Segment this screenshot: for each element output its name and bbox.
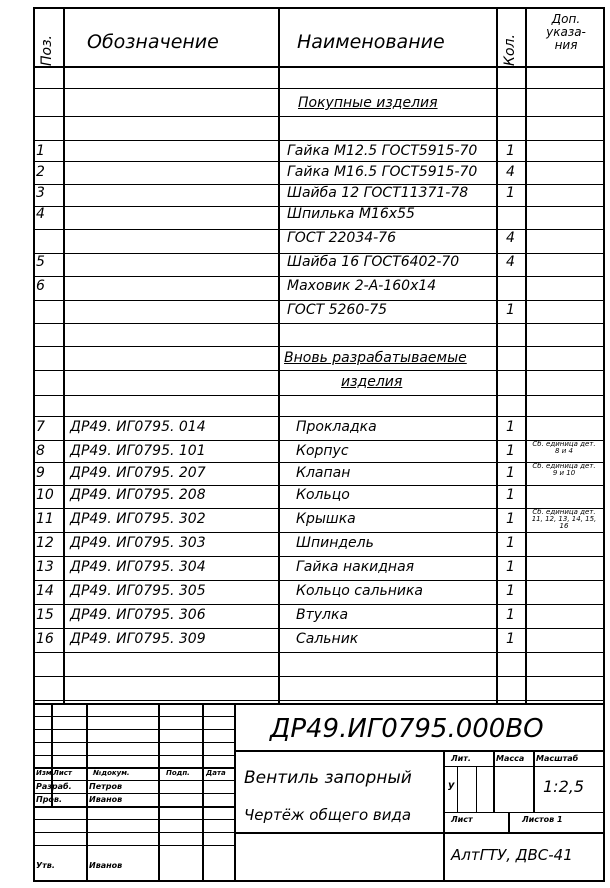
row-pos: 11 <box>36 511 54 527</box>
row-qty: 1 <box>506 559 515 575</box>
row-pos: 15 <box>36 607 54 623</box>
grid-line <box>34 300 604 301</box>
row-qty: 1 <box>506 535 515 551</box>
tb-line <box>508 812 510 832</box>
row-qty: 1 <box>506 487 515 503</box>
col-header-extra <box>533 13 599 52</box>
grid-line <box>34 116 604 117</box>
row-name: Гайка М16.5 ГОСТ5915-70 <box>287 164 478 180</box>
col-header-extra-l1: Доп. <box>551 12 581 26</box>
row-pos: 12 <box>36 535 54 551</box>
grid-line <box>34 229 604 230</box>
tb-line <box>34 806 234 808</box>
sig-header-sign: Подп. <box>166 769 190 777</box>
lit-label: Лит. <box>451 754 471 763</box>
grid-line <box>34 676 604 677</box>
row-name: Шпиндель <box>296 535 374 551</box>
role-approver: Утв. <box>36 861 55 870</box>
tb-line <box>234 832 604 834</box>
tb-line <box>202 703 204 881</box>
document-code: ДР49.ИГ0795.000ВО <box>270 714 544 744</box>
row-qty: 1 <box>506 143 515 159</box>
row-name: ГОСТ 22034-76 <box>287 230 396 246</box>
col-header-extra-l3: ния <box>554 38 578 52</box>
row-pos: 1 <box>36 143 45 159</box>
grid-line <box>34 532 604 533</box>
row-pos: 3 <box>36 185 45 201</box>
row-pos: 9 <box>36 465 45 481</box>
row-designation: ДР49. ИГ0795. 207 <box>70 465 206 481</box>
tb-line <box>34 742 234 743</box>
grid-line <box>34 440 604 441</box>
grid-line <box>34 370 604 371</box>
tb-line <box>34 767 234 769</box>
row-designation: ДР49. ИГ0795. 305 <box>70 583 206 599</box>
row-pos: 16 <box>36 631 54 647</box>
name-developer: Петров <box>89 782 123 791</box>
grid-line <box>34 66 604 68</box>
row-qty: 1 <box>506 465 515 481</box>
row-qty: 1 <box>506 511 515 527</box>
tb-line <box>457 766 458 812</box>
grid-line <box>34 140 604 141</box>
row-qty: 1 <box>506 185 515 201</box>
row-name: Кольцо сальника <box>296 583 424 599</box>
row-name: Крышка <box>296 511 356 527</box>
tb-line <box>51 703 53 806</box>
row-name: ГОСТ 5260-75 <box>287 302 388 318</box>
row-pos: 4 <box>36 206 45 222</box>
row-name: Гайка М12.5 ГОСТ5915-70 <box>287 143 478 159</box>
row-qty: 1 <box>506 631 515 647</box>
row-pos: 6 <box>36 278 45 294</box>
row-qty: 1 <box>506 443 515 459</box>
grid-line <box>496 8 498 705</box>
row-name: Кольцо <box>296 487 350 503</box>
row-designation: ДР49. ИГ0795. 309 <box>70 631 206 647</box>
row-name: Маховик 2-А-160х14 <box>287 278 437 294</box>
row-designation: ДР49. ИГ0795. 306 <box>70 607 206 623</box>
tb-line <box>158 703 160 881</box>
tb-line <box>34 832 234 833</box>
name-checker: Иванов <box>89 795 123 804</box>
grid-line <box>34 346 604 347</box>
col-header-designation: Обозначение <box>87 31 219 53</box>
row-qty: 1 <box>506 302 515 318</box>
col-header-extra-l2: указа- <box>546 25 586 39</box>
role-developer: Разраб. <box>36 782 72 791</box>
scale-value: 1:2,5 <box>543 777 585 796</box>
row-qty: 1 <box>506 583 515 599</box>
row-qty: 4 <box>506 254 515 270</box>
row-designation: ДР49. ИГ0795. 101 <box>70 443 206 459</box>
row-name: Шайба 12 ГОСТ11371-78 <box>287 185 469 201</box>
tb-line <box>34 703 604 705</box>
grid-line <box>34 184 604 185</box>
row-pos: 14 <box>36 583 54 599</box>
tb-line <box>476 766 477 812</box>
tb-line <box>443 812 604 813</box>
row-note: Сб. единица дет. 11, 12, 13, 14, 15, 16 <box>531 508 597 530</box>
grid-line <box>278 8 280 705</box>
section-new-line1: Вновь разрабатываемые <box>284 350 467 366</box>
grid-line <box>34 253 604 254</box>
grid-line <box>34 416 604 417</box>
col-header-name: Наименование <box>297 31 445 53</box>
row-name: Прокладка <box>296 419 377 435</box>
grid-line <box>34 462 604 463</box>
tb-line <box>86 806 88 881</box>
row-note: Сб. единица дет. 8 и 4 <box>532 440 596 455</box>
scale-label: Масштаб <box>536 754 579 763</box>
tb-line <box>34 755 234 756</box>
grid-line <box>34 628 604 629</box>
row-qty: 4 <box>506 164 515 180</box>
row-pos: 2 <box>36 164 45 180</box>
grid-line <box>34 323 604 324</box>
grid-line <box>63 8 65 705</box>
row-designation: ДР49. ИГ0795. 302 <box>70 511 206 527</box>
grid-line <box>34 580 604 581</box>
row-name: Шпилька М16х55 <box>287 206 415 222</box>
col-header-qty: Кол. <box>502 34 518 66</box>
grid-line <box>34 556 604 557</box>
document-type: Чертёж общего вида <box>244 806 412 824</box>
row-pos: 8 <box>36 443 45 459</box>
row-pos: 5 <box>36 254 45 270</box>
grid-line <box>34 161 604 162</box>
row-name: Гайка накидная <box>296 559 415 575</box>
product-name: Вентиль запорный <box>244 768 412 788</box>
sig-header-change: Изм <box>36 769 52 777</box>
row-designation: ДР49. ИГ0795. 303 <box>70 535 206 551</box>
tb-line <box>34 780 234 781</box>
tb-line <box>86 703 88 806</box>
tb-line <box>34 729 234 730</box>
tb-line <box>234 750 604 752</box>
row-note: Сб. единица дет. 9 и 10 <box>532 462 596 477</box>
row-qty: 1 <box>506 419 515 435</box>
grid-line <box>34 395 604 396</box>
section-purchased: Покупные изделия <box>298 95 438 111</box>
row-name: Сальник <box>296 631 359 647</box>
role-checker: Пров. <box>36 795 63 804</box>
grid-line <box>525 8 527 705</box>
section-new-line2: изделия <box>341 374 403 390</box>
name-approver: Иванов <box>89 861 123 870</box>
row-name: Корпус <box>296 443 349 459</box>
organization: АлтГТУ, ДВС-41 <box>451 846 573 864</box>
sheet-label: Лист <box>451 815 473 824</box>
tb-line <box>493 750 495 812</box>
sig-header-sheet: Лист <box>53 769 72 777</box>
row-designation: ДР49. ИГ0795. 208 <box>70 487 206 503</box>
grid-line <box>34 508 604 509</box>
tb-line <box>443 750 445 881</box>
sig-header-docnum: №докум. <box>93 769 130 777</box>
tb-line <box>34 793 234 794</box>
grid-line <box>34 206 604 207</box>
mass-label: Масса <box>496 754 525 763</box>
grid-line <box>34 604 604 605</box>
row-designation: ДР49. ИГ0795. 304 <box>70 559 206 575</box>
tb-line <box>533 750 535 812</box>
grid-line <box>34 88 604 89</box>
grid-line <box>34 700 604 701</box>
row-qty: 1 <box>506 607 515 623</box>
row-designation: ДР49. ИГ0795. 014 <box>70 419 206 435</box>
grid-line <box>34 276 604 277</box>
grid-line <box>34 652 604 653</box>
row-pos: 7 <box>36 419 45 435</box>
sheets-label: Листов 1 <box>522 815 563 824</box>
row-pos: 13 <box>36 559 54 575</box>
grid-line <box>34 485 604 486</box>
row-name: Клапан <box>296 465 351 481</box>
row-pos: 10 <box>36 487 54 503</box>
row-name: Шайба 16 ГОСТ6402-70 <box>287 254 460 270</box>
row-name: Втулка <box>296 607 349 623</box>
tb-line <box>234 703 236 881</box>
tb-line <box>443 766 604 767</box>
tb-line <box>34 819 234 820</box>
sig-header-date: Дата <box>206 769 226 777</box>
row-qty: 4 <box>506 230 515 246</box>
lit-value: у <box>448 780 455 791</box>
col-header-pos: Поз. <box>39 35 55 66</box>
tb-line <box>34 716 234 717</box>
tb-line <box>34 845 234 846</box>
